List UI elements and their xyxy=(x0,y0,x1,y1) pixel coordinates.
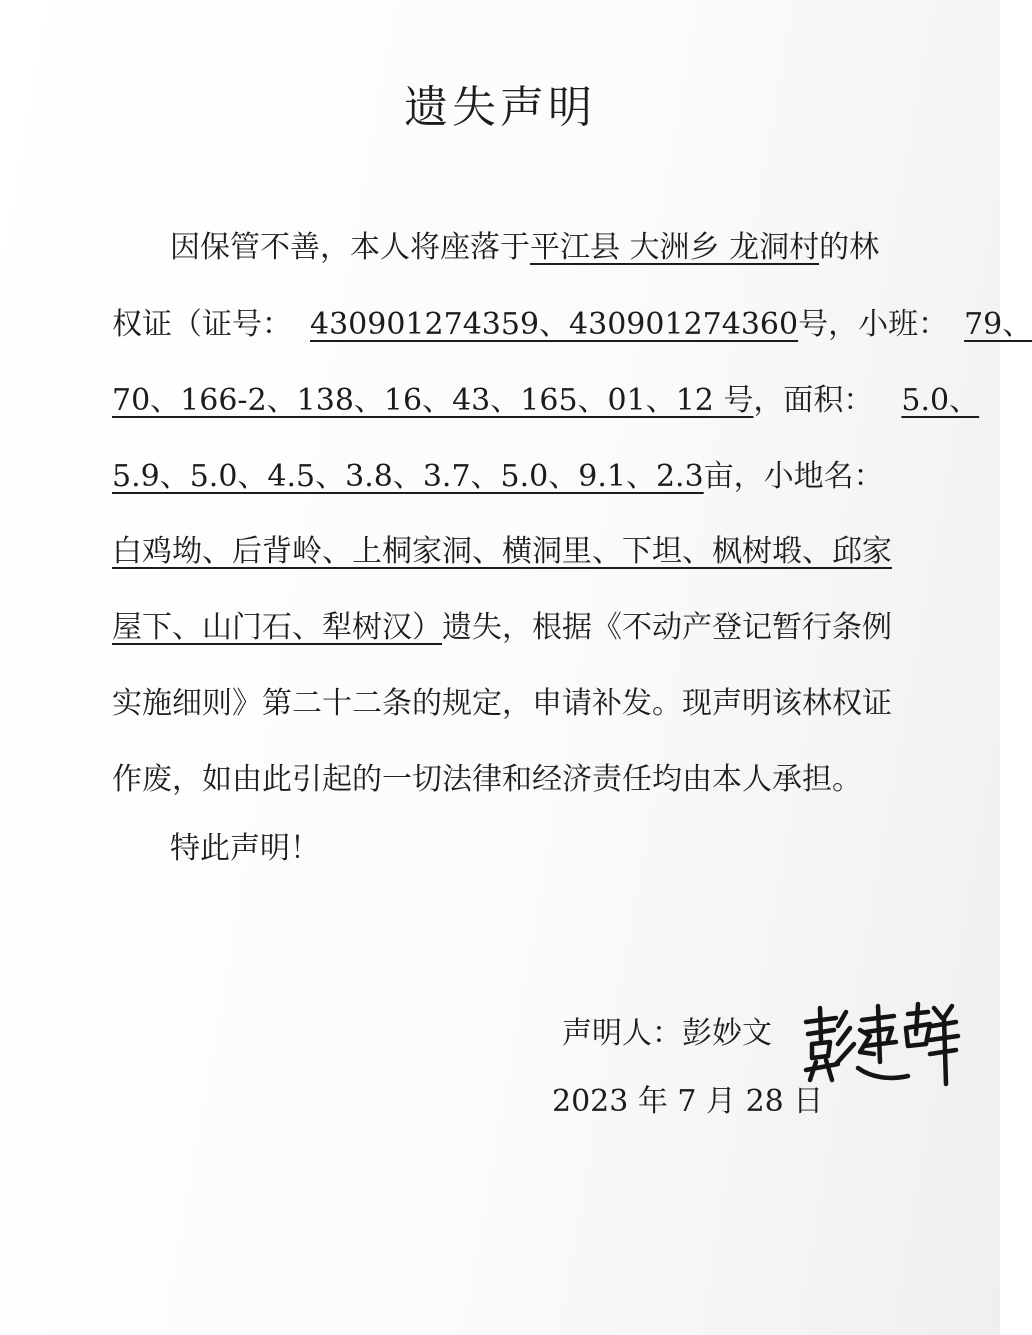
closing-line xyxy=(170,827,970,871)
text: 因保管不善，本人将座落于 xyxy=(170,230,530,265)
certificate-numbers: 430901274359、430901274360 xyxy=(310,307,799,342)
document-title: 遗失声明 xyxy=(404,82,596,133)
text: 实施细则》第二十二条的规定，申请补发。现声明该林权证 xyxy=(112,686,892,721)
body-line-5 xyxy=(112,530,912,574)
body-line-7 xyxy=(112,682,912,726)
text: 作废，如由此引起的一切法律和经济责任均由本人承担。 xyxy=(112,762,862,797)
text: 遗失，根据《不动产登记暂行条例 xyxy=(442,610,892,645)
body-line-2 xyxy=(112,303,1032,347)
text: 的林 xyxy=(819,230,880,265)
body-line-3 xyxy=(112,379,980,423)
signature-strokes xyxy=(800,1000,960,1095)
handwritten-signature xyxy=(800,1000,960,1095)
declarant-label: 声明人：彭妙文 xyxy=(562,1016,772,1051)
text: 号，小班： xyxy=(798,307,949,342)
place-names-end: 屋下、山门石、犁树汉） xyxy=(112,610,442,645)
text: 权证（证号： xyxy=(112,307,292,342)
place-names: 白鸡坳、后背岭、上桐家洞、横洞里、下坦、枫树塅、邱家 xyxy=(112,534,892,569)
location-underlined: 平江县 大洲乡 龙洞村 xyxy=(530,230,820,265)
subcompartment-numbers-start: 79、 xyxy=(964,307,1032,342)
declaration-date: 2023 年 7 月 28 日 xyxy=(552,1084,824,1119)
body-line-8 xyxy=(112,758,912,802)
body-line-4 xyxy=(112,455,912,499)
area-values: 5.9、5.0、4.5、3.8、3.7、5.0、9.1、2.3 xyxy=(112,459,704,494)
text: 特此声明！ xyxy=(170,831,320,866)
body-line-1 xyxy=(170,226,970,270)
area-values-start: 5.0、 xyxy=(901,383,980,418)
text: 亩，小地名： xyxy=(703,459,884,494)
text: ，面积： xyxy=(753,383,874,418)
subcompartment-numbers: 70、166-2、138、16、43、165、01、12 号 xyxy=(112,383,754,418)
body-line-6 xyxy=(112,606,912,650)
